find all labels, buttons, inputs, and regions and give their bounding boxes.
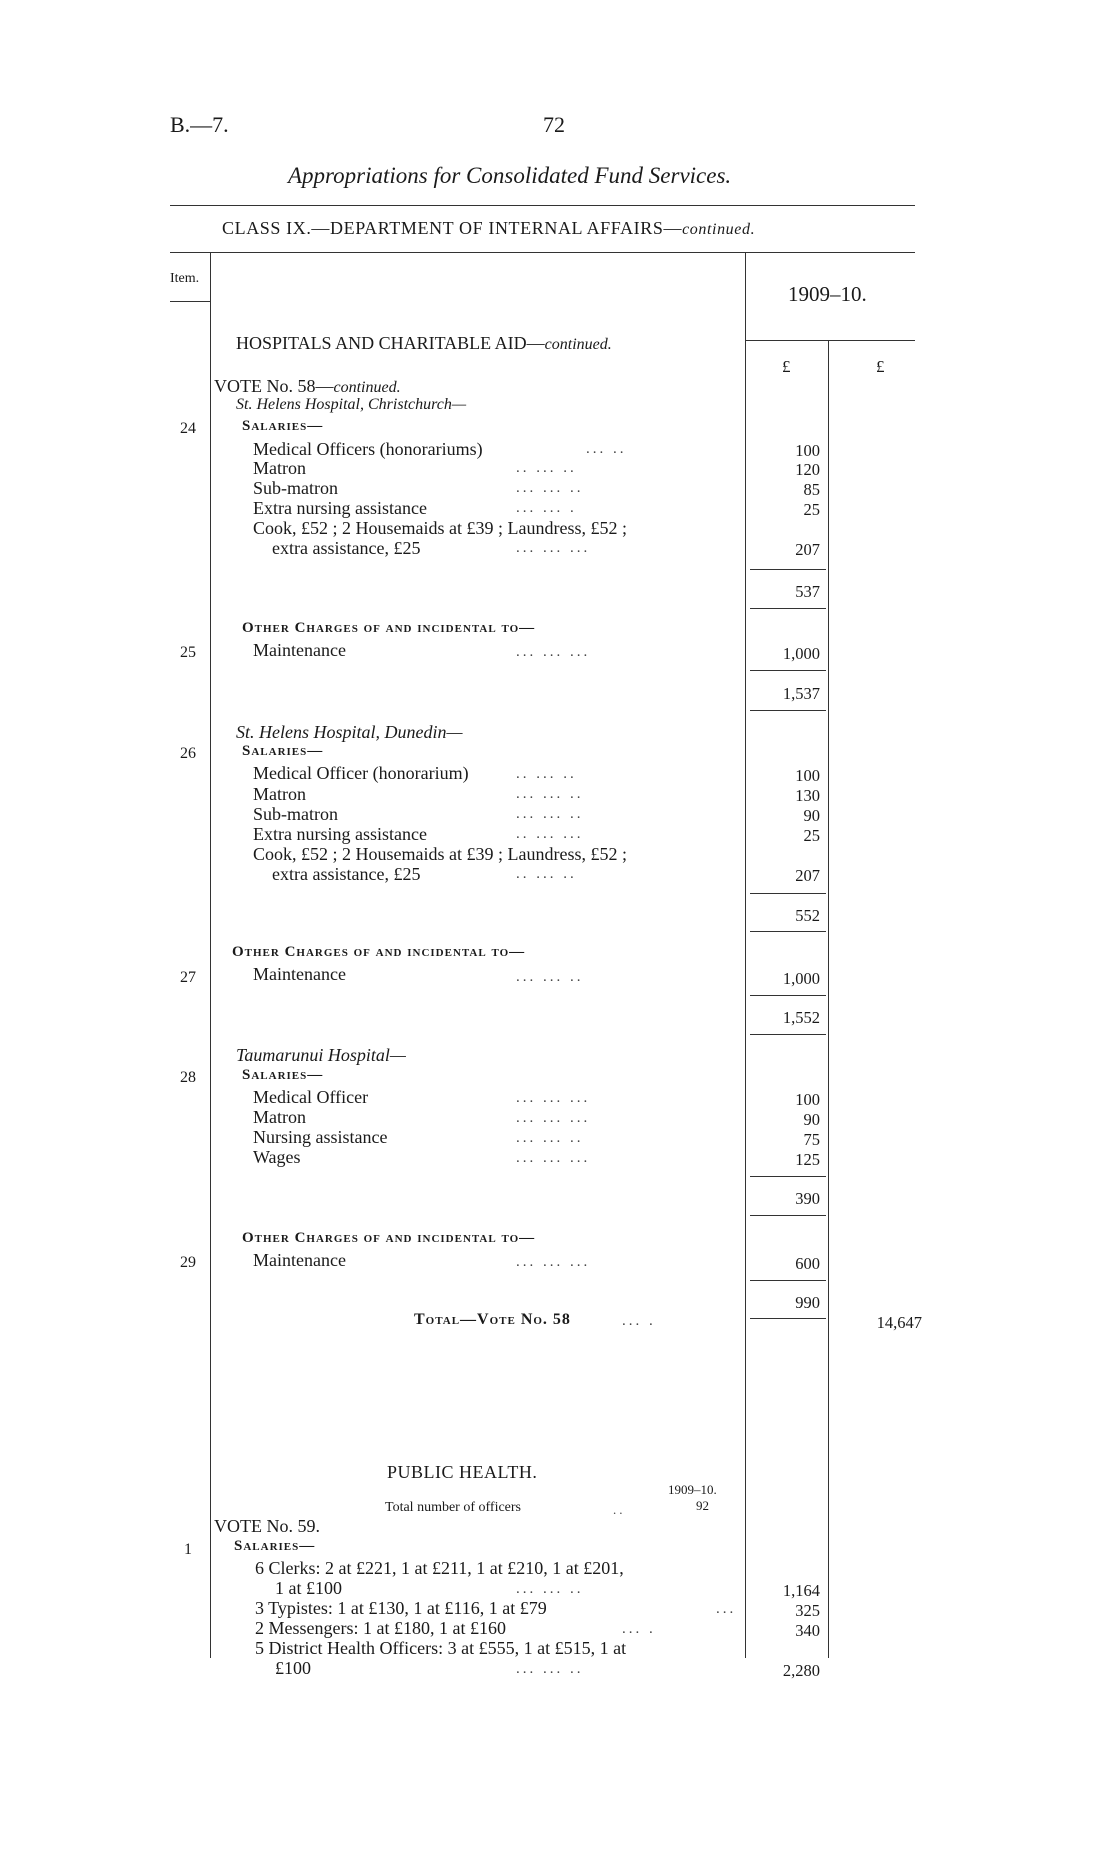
item-number: 25 [180,644,196,661]
leader-dots: .. ... ... [516,826,584,842]
line-label: Extra nursing assistance [253,824,427,844]
amount: 600 [795,1254,820,1273]
total-rule [750,1318,826,1319]
line-label: Medical Officer (honorarium) [253,763,469,783]
amount: 25 [803,500,820,519]
line-label: Matron [253,784,306,804]
leader-dots: ... ... .. [516,480,584,496]
salary-line-2: 1 at £100 [275,1578,342,1598]
salaries-heading: Salaries— [242,418,324,434]
hospitals-heading: HOSPITALS AND CHARITABLE AID—continued. [236,333,612,353]
vote-59-heading: VOTE No. 59. [214,1516,320,1536]
amount: 90 [803,1110,820,1129]
leader-dots: ... [716,1601,737,1617]
item-header-rule [170,301,210,302]
salaries-heading: Salaries— [242,1067,324,1083]
year-header: 1909–10. [788,282,867,306]
salary-line: 3 Typistes: 1 at £130, 1 at £116, 1 at £79 [255,1598,547,1618]
item-number: 1 [184,1541,192,1558]
amount: 2,280 [782,1661,820,1680]
leader-dots: .. ... .. [516,866,577,882]
subtotal-rule [750,1176,826,1177]
other-charges-heading: Other Charges of and incidental to— [232,944,526,960]
class-heading: CLASS IX.—DEPARTMENT OF INTERNAL AFFAIRS—continued. [222,218,756,238]
amount: 85 [803,480,820,499]
salary-line: 6 Clerks: 2 at £221, 1 at £211, 1 at £210, 1 at £201, [255,1558,624,1578]
public-health-heading: PUBLIC HEALTH. [387,1462,538,1482]
amount: 75 [803,1130,820,1149]
other-charges-heading: Other Charges of and incidental to— [242,620,536,636]
hospital-total: 1,537 [782,684,820,703]
subtotal-rule [750,931,826,932]
amount: 90 [803,806,820,825]
officers-count: 92 [696,1498,709,1513]
subtotal-rule [750,608,826,609]
amount: 207 [795,866,820,885]
line-label: Sub-matron [253,478,338,498]
hospital-total: 990 [795,1293,820,1312]
leader-dots: ... ... .. [516,1661,584,1677]
leader-dots: ... ... ... [516,644,591,660]
leader-dots: .. ... .. [516,460,577,476]
subtotal: 537 [795,582,820,601]
page-title: Appropriations for Consolidated Fund Services. [288,163,732,188]
total-rule [750,710,826,711]
item-column-header: Item. [170,271,200,286]
pound-header-1: £ [782,357,791,376]
rule-under-class [170,252,915,253]
line-label: Wages [253,1147,301,1167]
leader-dots: ... ... ... [516,1090,591,1106]
amount: 1,164 [782,1581,820,1600]
cook-line: Cook, £52 ; 2 Housemaids at £39 ; Laundress, £52 ; [253,844,627,864]
officers-label: Total number of officers [385,1500,521,1515]
line-label: Extra nursing assistance [253,498,427,518]
amount: 207 [795,540,820,559]
item-number: 27 [180,969,196,986]
cook-line-2: extra assistance, £25 [272,864,421,884]
subtotal-rule [750,569,826,570]
pound-header-2: £ [876,357,885,376]
page-number: 72 [543,112,565,137]
item-number: 24 [180,420,196,437]
amount: 340 [795,1621,820,1640]
maintenance-label: Maintenance [253,1250,346,1270]
christchurch-heading: St. Helens Hospital, Christchurch— [236,396,467,413]
rule-top [170,205,915,206]
cook-line-2: extra assistance, £25 [272,538,421,558]
total-rule [750,1280,826,1281]
page-ref: B.—7. [170,112,229,137]
total-rule [750,670,826,671]
salaries-heading: Salaries— [242,743,324,759]
total-vote-label: Total—Vote No. 58 [414,1311,571,1328]
amount: 1,000 [782,644,820,663]
leader-dots: ... ... .. [516,806,584,822]
salaries-heading: Salaries— [234,1538,316,1554]
maintenance-label: Maintenance [253,964,346,984]
leader-dots: ... ... .. [516,1581,584,1597]
maintenance-label: Maintenance [253,640,346,660]
leader-dots: ... . [622,1313,656,1329]
leader-dots: .. [613,1502,626,1517]
amount: 120 [795,460,820,479]
amount: 130 [795,786,820,805]
line-label: Nursing assistance [253,1127,388,1147]
subtotal: 390 [795,1189,820,1208]
amount: 100 [795,441,820,460]
item-number: 26 [180,745,196,762]
vote-58-heading: VOTE No. 58—continued. [214,376,401,396]
amount: 125 [795,1150,820,1169]
dunedin-heading: St. Helens Hospital, Dunedin— [236,722,463,742]
amount: 1,000 [782,969,820,988]
subtotal-rule [750,893,826,894]
cook-line: Cook, £52 ; 2 Housemaids at £39 ; Laundress, £52 ; [253,518,627,538]
item-number: 29 [180,1254,196,1271]
leader-dots: ... .. [586,441,627,457]
subtotal: 552 [795,906,820,925]
leader-dots: ... ... ... [516,1150,591,1166]
leader-dots: ... . [622,1621,656,1637]
line-label: Matron [253,1107,306,1127]
line-label: Matron [253,458,306,478]
leader-dots: .. ... .. [516,766,577,782]
total-rule [750,995,826,996]
salary-line: 2 Messengers: 1 at £180, 1 at £160 [255,1618,506,1638]
hospital-total: 1,552 [782,1008,820,1027]
amount: 100 [795,1090,820,1109]
salary-line-2: £100 [275,1658,311,1678]
line-label: Medical Officers (honorariums) [253,439,483,459]
total-rule [750,1034,826,1035]
leader-dots: ... ... ... [516,540,591,556]
leader-dots: ... ... ... [516,1110,591,1126]
pound-column-rule [828,340,829,1658]
leader-dots: ... ... .. [516,1130,584,1146]
salary-line: 5 District Health Officers: 3 at £555, 1 at £515, 1 at [255,1638,627,1658]
line-label: Sub-matron [253,804,338,824]
line-label: Medical Officer [253,1087,369,1107]
vote-total: 14,647 [876,1313,922,1332]
year-header-rule [745,340,915,341]
leader-dots: ... ... . [516,500,577,516]
officers-year: 1909–10. [668,1482,717,1497]
subtotal-rule [750,1215,826,1216]
item-number: 28 [180,1069,196,1086]
leader-dots: ... ... ... [516,1254,591,1270]
other-charges-heading: Other Charges of and incidental to— [242,1230,536,1246]
amount: 100 [795,766,820,785]
leader-dots: ... ... .. [516,786,584,802]
amount: 325 [795,1601,820,1620]
amount: 25 [803,826,820,845]
item-column-rule [210,253,211,1658]
taumarunui-heading: Taumarunui Hospital— [236,1045,406,1065]
leader-dots: ... ... .. [516,969,584,985]
